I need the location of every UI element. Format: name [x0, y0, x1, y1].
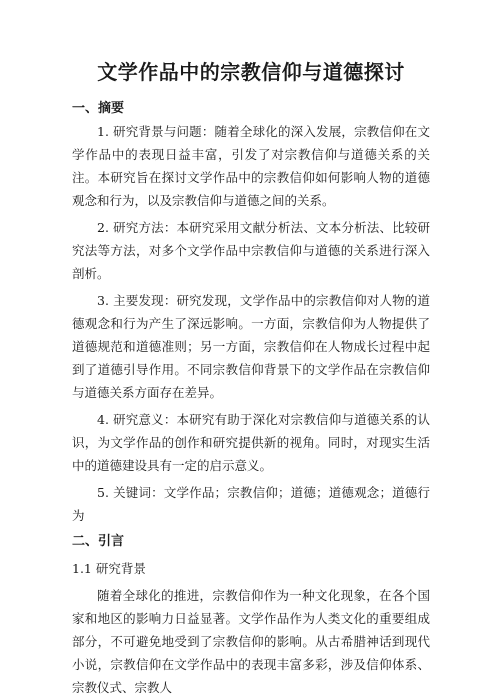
abstract-paragraph-significance: 4. 研究意义：本研究有助于深化对宗教信仰与道德关系的认识，为文学作品的创作和研究提供新的视角。同时，对现实生活中的道德建设具有一定的启示意义。	[72, 412, 430, 473]
subsection-heading-background: 1.1 研究背景	[72, 561, 146, 576]
abstract-paragraph-findings: 3. 主要发现：研究发现，文学作品中的宗教信仰对人物的道德观念和行为产生了深远影响。一方面，宗教信仰为人物提供了道德规范和道德准则；另一方面，宗教信仰在人物成长过程中起到了道德引导作用。不同宗教信仰背景下的文学作品在宗教信仰与道德关系方面存在差异。	[72, 293, 430, 400]
section-heading-abstract: 一、摘要	[72, 101, 125, 116]
introduction-paragraph: 随着全球化的推进，宗教信仰作为一种文化现象，在各个国家和地区的影响力日益显著。文学作品作为人类文化的重要组成部分，不可避免地受到了宗教信仰的影响。从古希腊神话到现代小说，宗教信仰在文学作品中的表现丰富多彩，涉及信仰体系、宗教仪式、宗教人	[72, 588, 430, 695]
abstract-paragraph-background: 1. 研究背景与问题：随着全球化的深入发展，宗教信仰在文学作品中的表现日益丰富，引发了对宗教信仰与道德关系的关注。本研究旨在探讨文学作品中的宗教信仰如何影响人物的道德观念和行为，以及宗教信仰与道德之间的关系。	[72, 124, 430, 208]
section-heading-introduction: 二、引言	[72, 534, 125, 549]
document-title: 文学作品中的宗教信仰与道德探讨	[97, 60, 405, 84]
abstract-paragraph-keywords: 5. 关键词：文学作品；宗教信仰；道德；道德观念；道德行为	[72, 485, 430, 523]
abstract-paragraph-methods: 2. 研究方法：本研究采用文献分析法、文本分析法、比较研究法等方法，对多个文学作品中宗教信仰与道德的关系进行深入剖析。	[72, 220, 430, 281]
